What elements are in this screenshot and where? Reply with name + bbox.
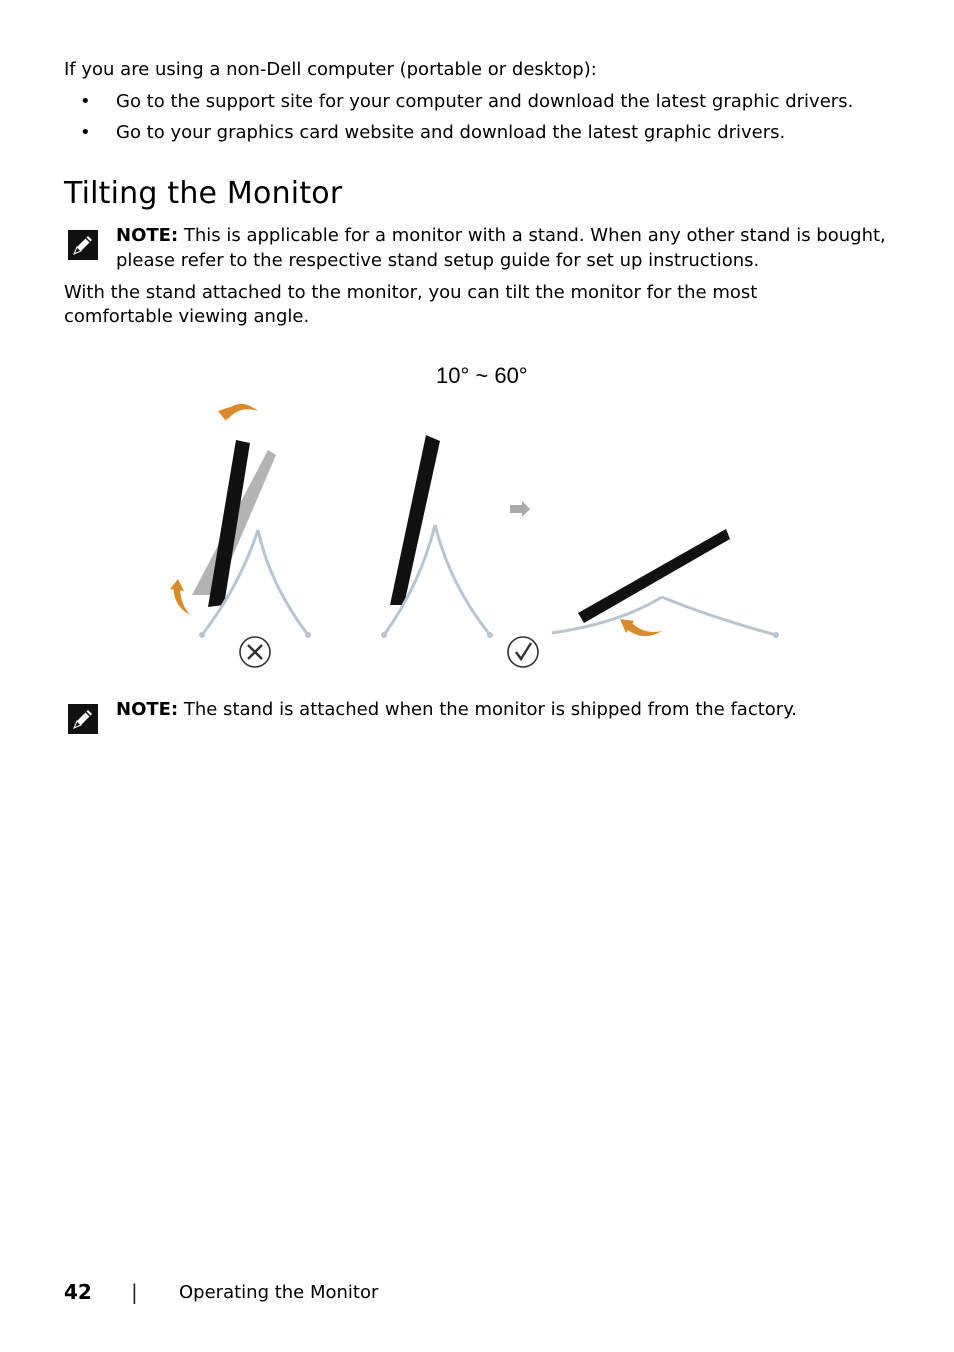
list-item-text: Go to your graphics card website and download the latest graphic drivers. [116,122,786,143]
monitor-incorrect-tilt [192,440,311,638]
bullet-glyph: • [80,91,91,112]
driver-bullet-list [64,90,853,152]
list-item-text: Go to the support site for your computer and download the latest graphic drivers. [116,91,854,112]
footer-section-title: Operating the Monitor [179,1282,379,1303]
monitor-flat-tilt [552,529,779,638]
note-pencil-icon [68,704,98,734]
rotate-flat-arrow-icon [620,619,662,636]
list-item [64,90,853,121]
bullet-glyph: • [80,122,91,143]
note-body: This is applicable for a monitor with a stand. When any other stand is bought, please refer to the respective stand setup guide for set up instructions. [116,225,886,271]
tilt-illustration [150,355,800,675]
next-step-arrow-icon [510,501,530,517]
note-stand-shipped [116,698,896,723]
rotate-back-arrow-icon [218,404,258,421]
monitor-correct-tilt [381,435,493,638]
correct-check-icon [508,637,538,667]
note-label: NOTE: [116,225,179,246]
page-number: 42 [64,1280,92,1304]
section-heading: Tilting the Monitor [64,176,343,211]
tilt-angle-label: 10° ~ 60° [436,363,528,388]
note-label: NOTE: [116,699,179,720]
rotate-up-arrow-icon [170,579,190,615]
note-body: The stand is attached when the monitor is shipped from the factory. [178,699,798,720]
intro-text: If you are using a non-Dell computer (portable or desktop): [64,59,597,80]
incorrect-cross-icon [240,637,270,667]
note-stand-applicable [116,224,896,273]
footer-separator: | [131,1280,138,1304]
note-pencil-icon [68,230,98,260]
list-item [64,121,853,152]
tilt-description: With the stand attached to the monitor, you can tilt the monitor for the most comfortable viewing angle. [64,282,758,327]
